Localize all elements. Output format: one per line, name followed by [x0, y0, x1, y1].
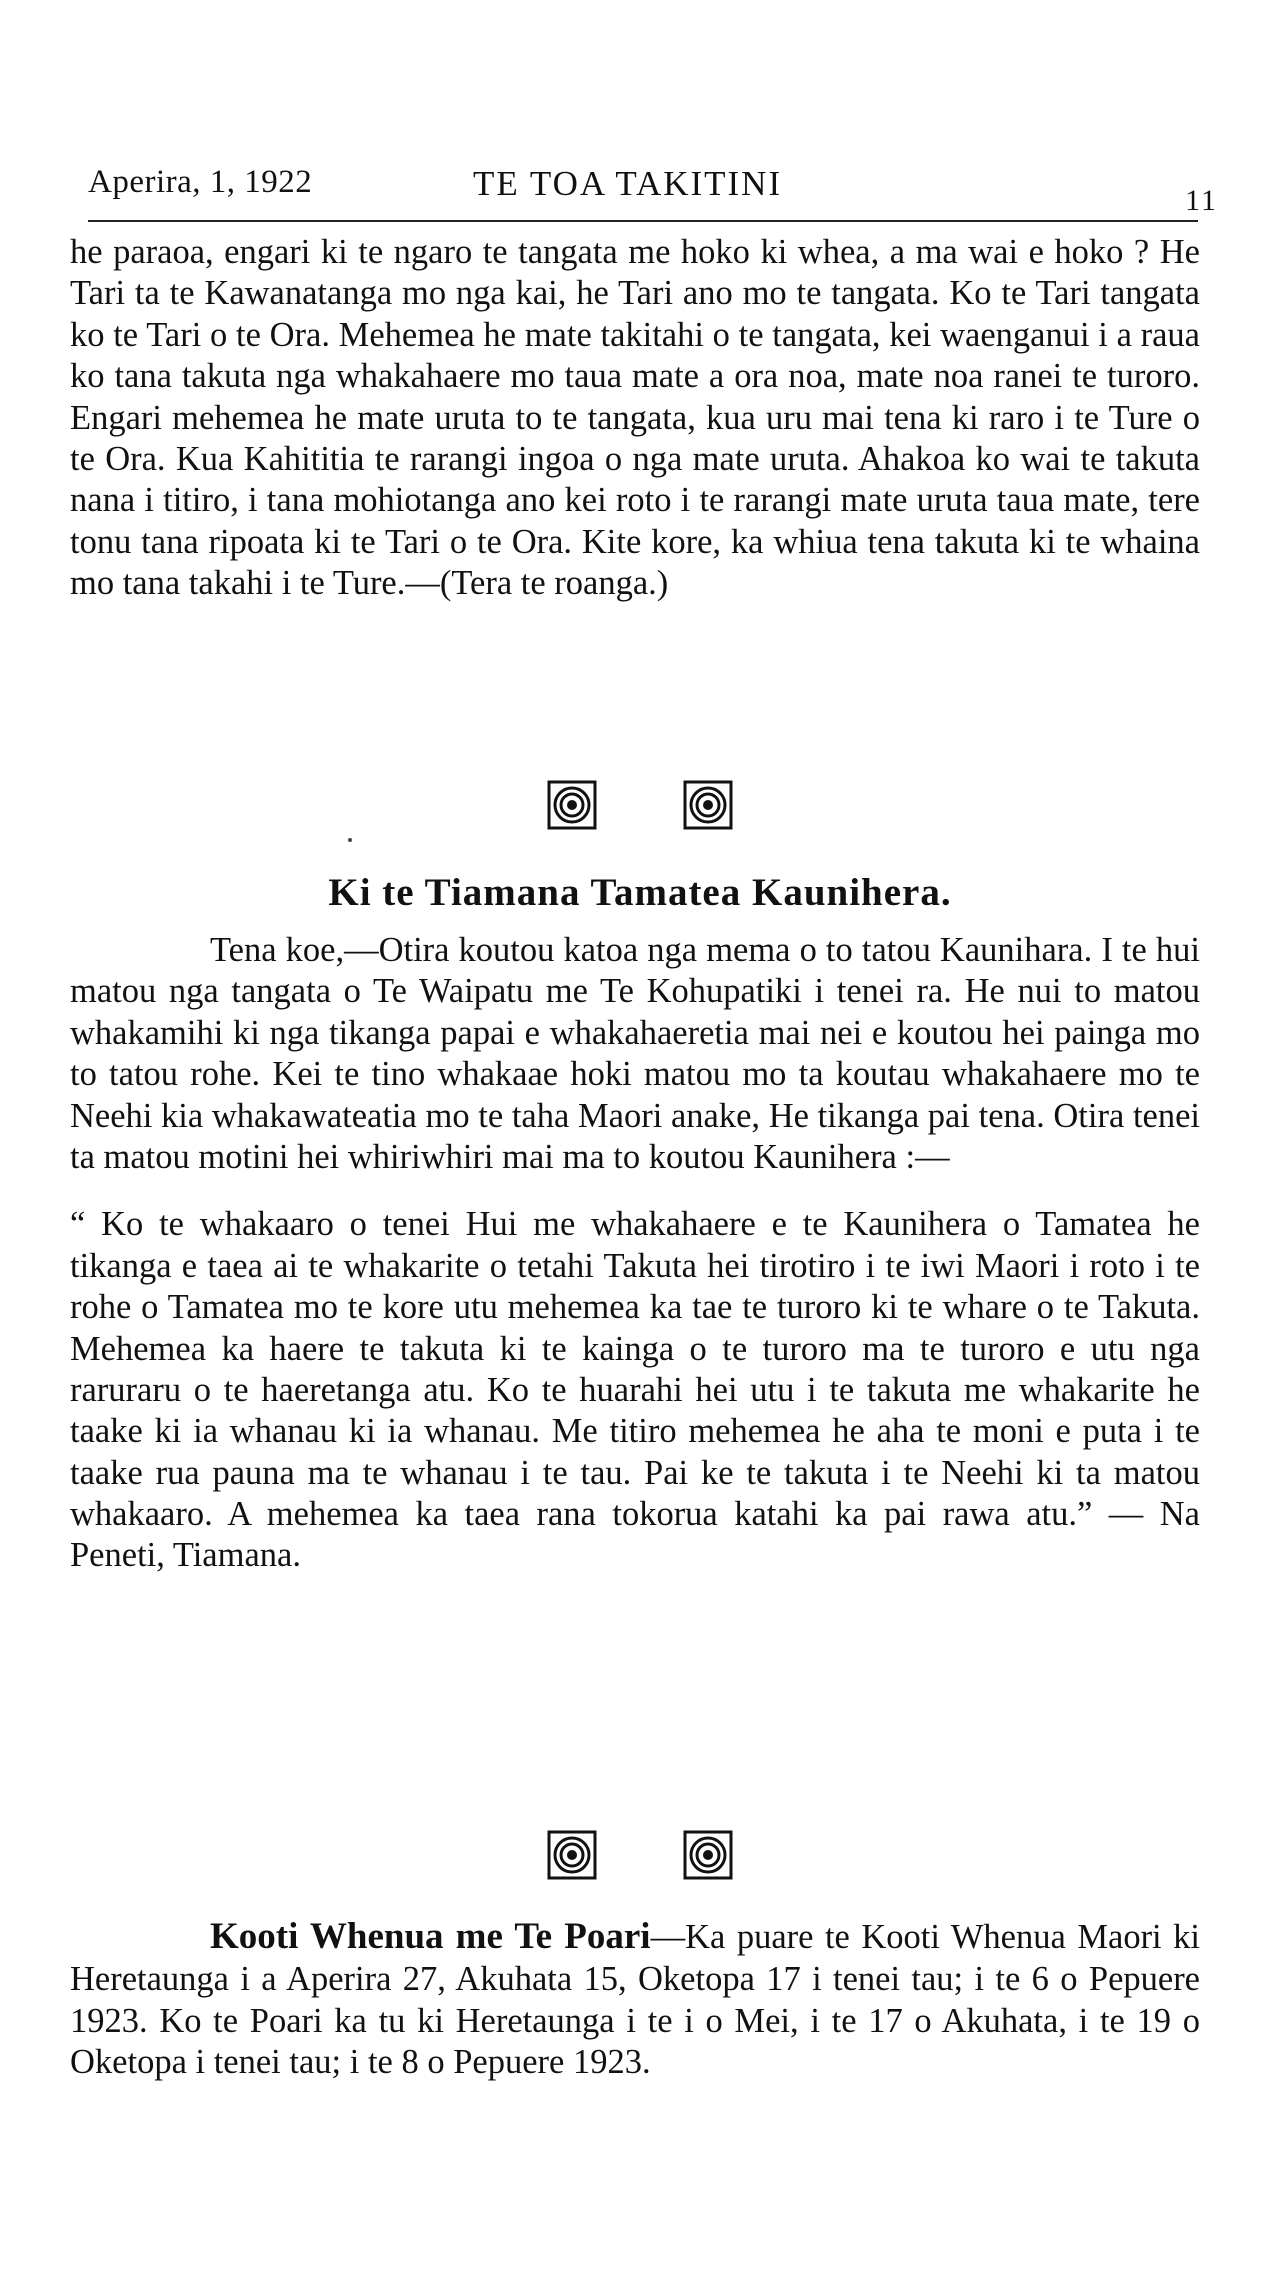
- section-body-tiamana: [70, 930, 1200, 1577]
- running-header: [88, 150, 1228, 217]
- section-title-kooti: Kooti Whenua me Te Poari: [210, 1916, 651, 1957]
- print-speck: [348, 838, 352, 842]
- ornament-divider-2: [0, 1830, 1280, 1886]
- kooti-text: —Ka puare te Kooti Whenua Maori ki Heretaunga i a Aperira 27, Akuhata 15, Oketopa 17 i tenei tau; i te 6 o Pepuere 1923. Ko te Poari ka tu ki Heretaunga i te i o Mei, i te 17 o Akuhata, i te 19 o Oketopa i tenei tau; i te 8 o Pepuere 1923.: [70, 1918, 1201, 2082]
- motion-quote: “ Ko te whakaaro o tenei Hui me whakahaere e te Kaunihera o Tamatea he tikanga e taea ai te whakarite o tetahi Takuta hei tirotiro i te iwi Maori i roto i te rohe o Tamatea mo te kore utu mehemea ka tae te turoro ki te whare o te Takuta. Mehemea ka haere te takuta ki te kainga o te turoro ma te turoro e utu nga raruraru o te haeretanga atu. Ko te huarahi hei utu i te takuta me whakarite he taake ki ia whanau ki ia whanau. Me titiro mehemea he aha te moni e puta i te taake rua pauna ma te whanau i te tau. Pai ke te takuta i te Neehi ki ta matou whakaaro. A mehemea ka taea rana tokorua katahi ka pai rawa atu.” — Na Peneti, Tiamana.: [70, 1205, 1200, 1575]
- section-body-kooti: [70, 1915, 1200, 2084]
- continued-paragraph: [70, 232, 1200, 605]
- letter-paragraph: Tena koe,—Otira koutou katoa nga mema o to tatou Kaunihara. I te hui matou nga tangata o Te Waipatu me Te Kohupatiki i tenei ra. He nui to matou whakamihi ki nga tikanga papai e whakahaeretia mai nei e koutou hei painga mo to tatou rohe. Kei te tino whakaae hoki matou mo ta koutau whakahaere mo te Neehi kia whakawateatia mo te taha Maori anake, He tikanga pai tena. Otira tenei ta matou motini hei whiriwhiri mai ma to koutou Kaunihera :—: [70, 931, 1200, 1176]
- section-title-tiamana: Ki te Tiamana Tamatea Kaunihera.: [328, 871, 952, 914]
- header-title: TE TOA TAKITINI: [473, 164, 783, 203]
- paragraph-text: he paraoa, engari ki te ngaro te tangata me hoko ki whea, a ma wai e hoko ? He Tari ta te Kawanatanga mo nga kai, he Tari ano mo te tangata. Ko te Tari tangata ko te Tari o te Ora. Mehemea he mate takitahi o te tangata, kei waenganui i a raua ko tana takuta nga whakahaere mo taua mate a ora noa, mate noa ranei te turoro. Engari mehemea he mate uruta to te tangata, kua uru mai tena ki raro i te Ture o te Ora. Kua Kahititia te rarangi ingoa o nga mate uruta. Ahakoa ko wai te takuta nana i titiro, i tana mohiotanga ano kei roto i te rarangi mate uruta taua mate, tere tonu tana ripoata ki te Tari o te Ora. Kite kore, ka whiua tena takuta ki te whaina mo tana takahi i te Ture.—(Tera te roanga.): [70, 233, 1200, 603]
- spiral-ornament-icon: [547, 1830, 597, 1880]
- spiral-ornament-icon: [683, 1830, 733, 1880]
- spiral-ornament-icon: [547, 780, 597, 830]
- header-date: Aperira, 1, 1922: [88, 164, 313, 200]
- spiral-ornament-icon: [683, 780, 733, 830]
- kooti-paragraph: [70, 1915, 1200, 2084]
- ornament-divider-1: [0, 780, 1280, 836]
- page-number: 11: [1185, 184, 1218, 217]
- header-rule: [88, 220, 1198, 222]
